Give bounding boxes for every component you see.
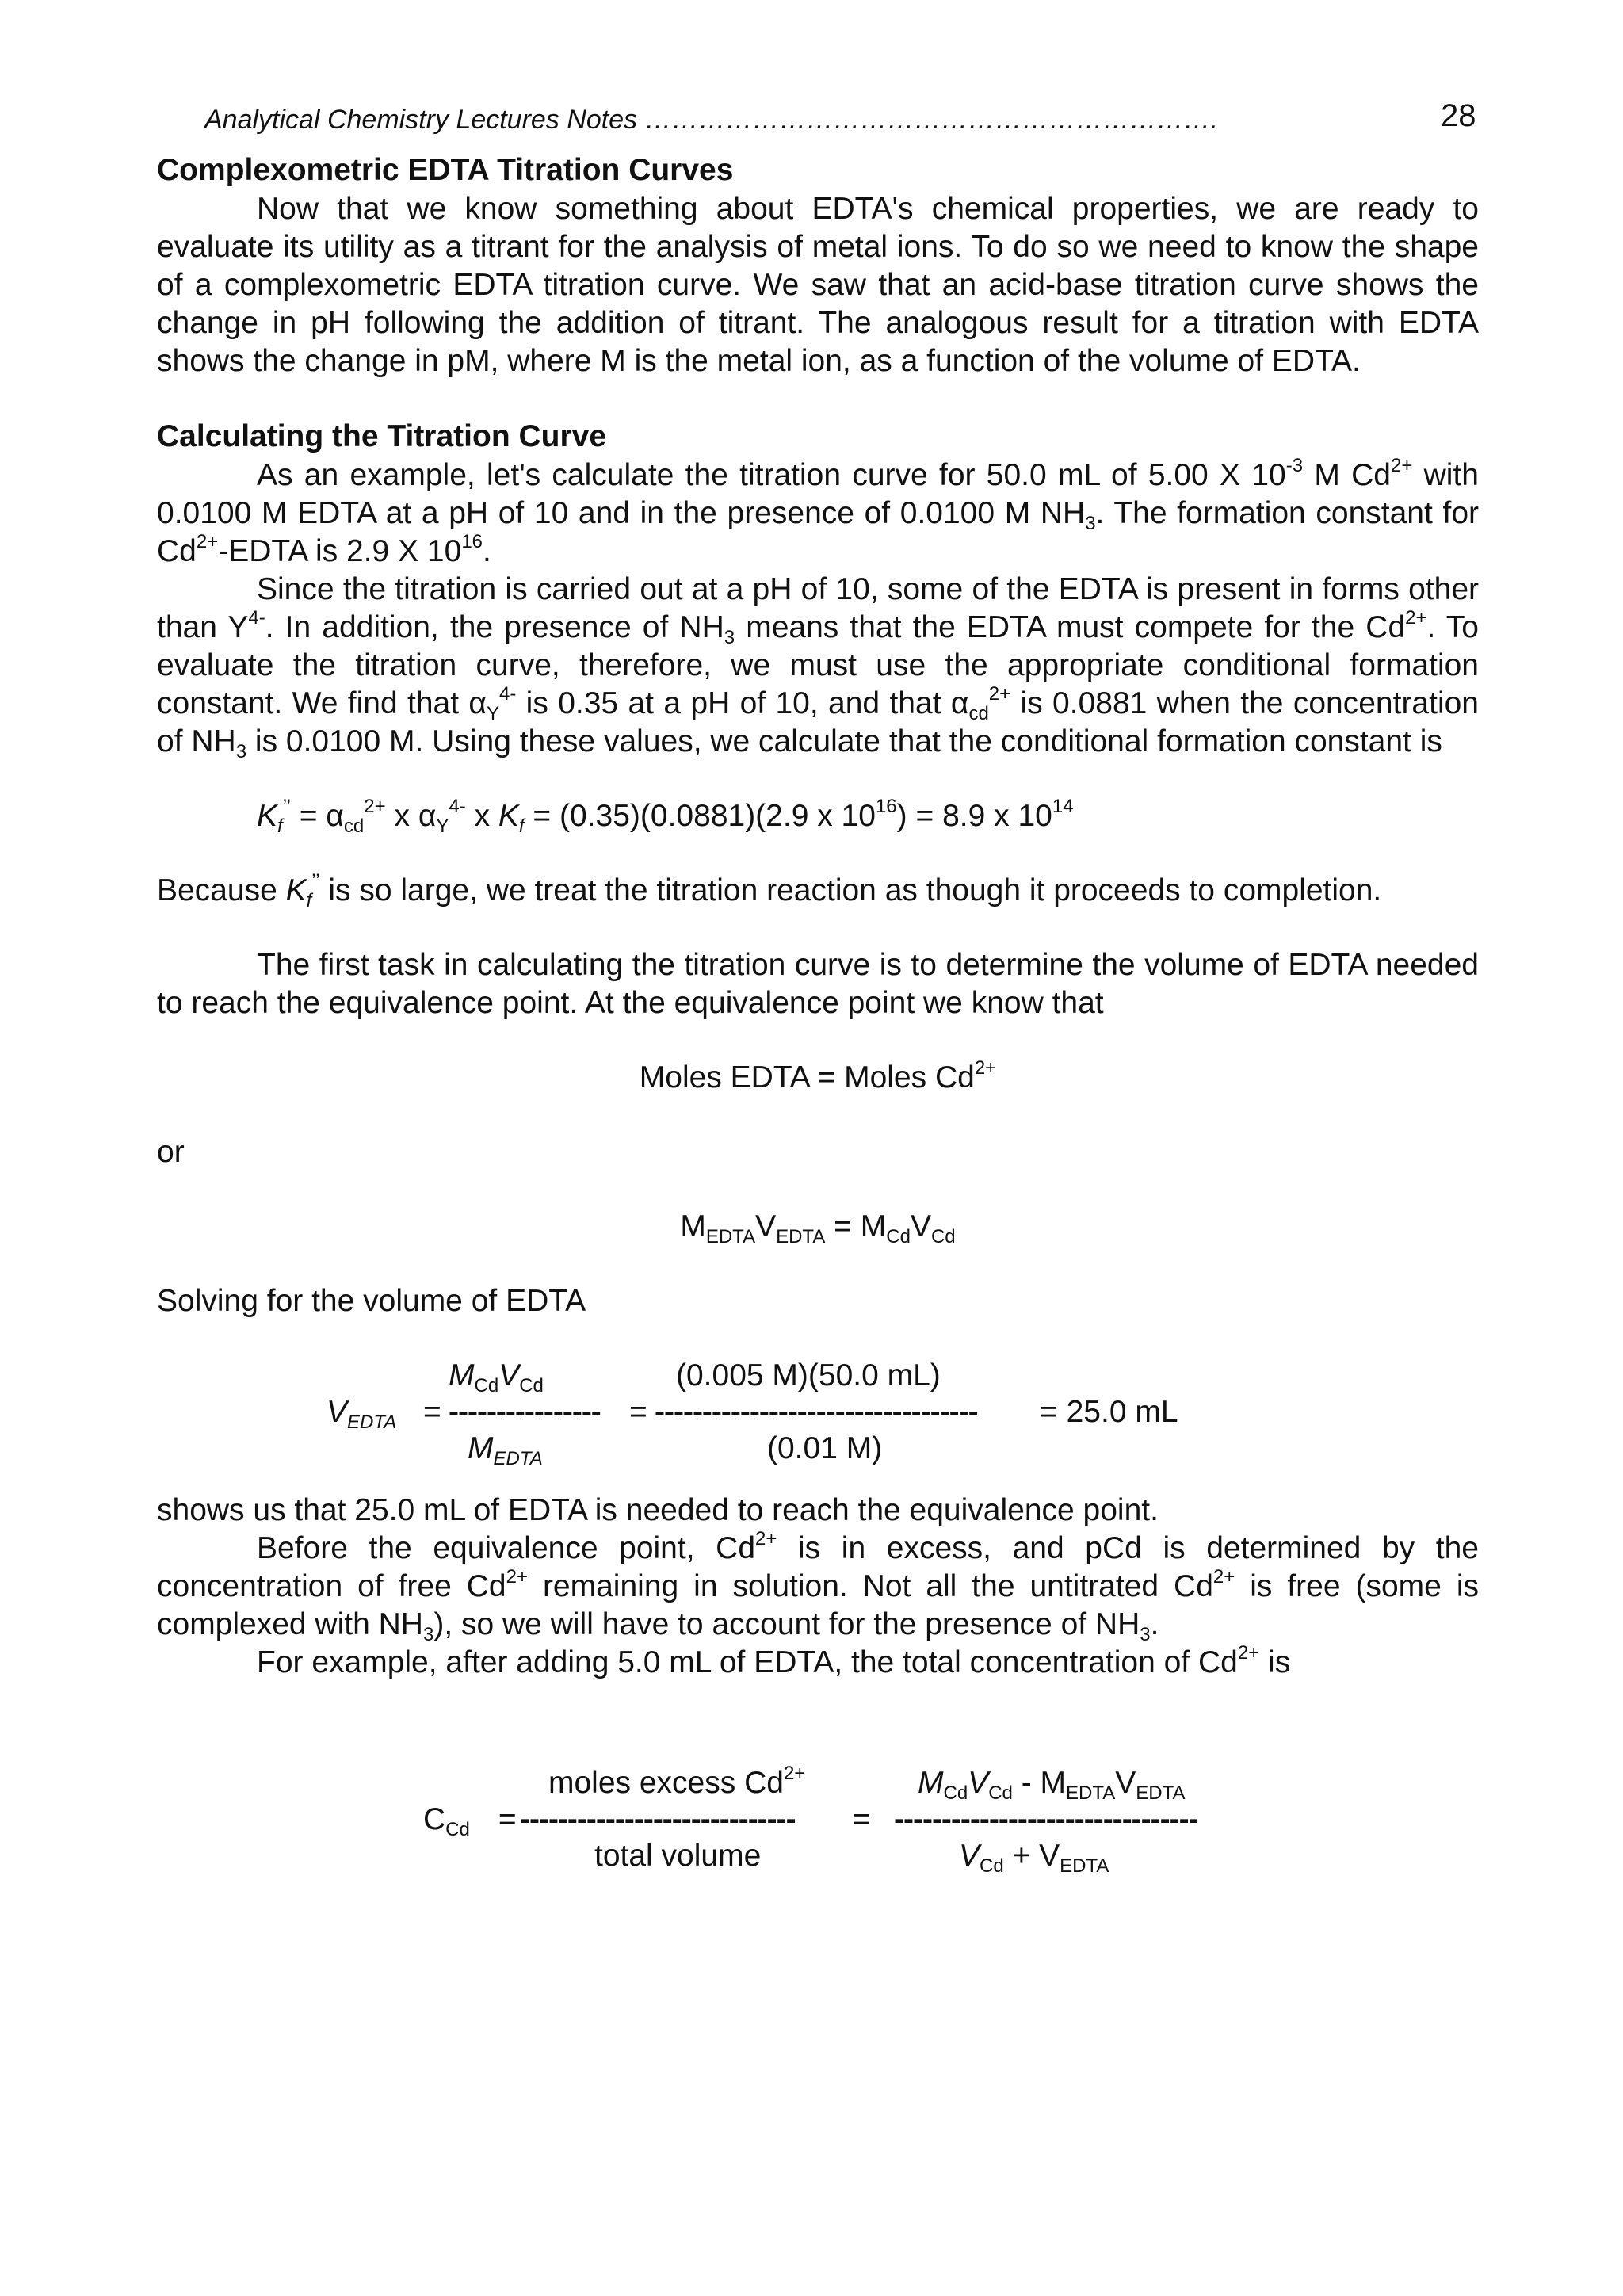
running-title: Analytical Chemistry Lectures Notes ………………………………………………………. [204,105,1218,135]
frac1-eq2: = [629,1395,647,1429]
equivalence-result-text: shows us that 25.0 mL of EDTA is needed to reach the equivalence point. [157,1493,1159,1527]
frac1-eq: = [423,1395,441,1429]
before-equivalence-paragraph: Before the equivalence point, $Cd^{2+}$ is in excess, and pCd is determined by the concentration of free $Cd^{2+}$ remaining in solution. Not all the untitrated $Cd^{2+}$ is free (some is complexed with $NH_3$), so we will have to account for the presence of $NH_3$. [157,1528,1479,1645]
frac2-den2: $V_{Cd} + V_{EDTA}$ [959,1839,1109,1877]
ccd-fraction [157,1764,1479,1875]
vedta-fraction [157,1357,1479,1468]
frac1-bar2: ---------------------------------- [655,1395,978,1429]
frac2-eq2: = [853,1802,871,1836]
frac1-num2: (0.005 M)(50.0 mL) [676,1358,941,1392]
frac1-bar1: ---------------- [449,1395,601,1429]
frac2-bar1: ----------------------------- [520,1802,796,1836]
frac2-num1: moles excess $Cd^{2+}$ [548,1763,806,1800]
frac2-lhs: $C_{Cd}$ [423,1802,470,1840]
frac1-lhs: $V_{EDTA}$ [327,1395,397,1433]
frac1-den2: (0.01 M) [767,1431,883,1465]
section-heading-calculating: Calculating the Titration Curve [157,419,607,453]
frac2-eq: = [490,1802,525,1836]
example-paragraph: As an example, let's calculate the titration curve for 50.0 mL of 5.00 X $10^{-3}$ M $Cd^{2+}$ with 0.0100 M EDTA at a pH of 10 and in the presence of 0.0100 M $NH_3$. The formation constant for $Cd^{2+}$-EDTA is 2.9 X $10^{16}$. [157,455,1479,568]
page-body [157,151,1479,1875]
example-5ml-paragraph: For example, after adding 5.0 mL of EDTA, the total concentration of $Cd^{2+}$ is [257,1642,1291,1679]
page-number: 28 [1441,98,1476,133]
conditional-constant-paragraph: Since the titration is carried out at a pH of 10, some of the EDTA is present in forms other than $Y^{4-}$. In addition, the presence of $NH_3$ means that the EDTA must compete for the $Cd^{2+}$. To evaluate the titration curve, therefore, we must use the appropriate conditional formation constant. We find that $\alpha_Y^{4-}$ is 0.35 at a pH of 10, and that $\alpha_{cd}^{2+}$ is 0.0881 when the concentration of $NH_3$ is 0.0100 M. Using these values, we calculate that the conditional formation constant is [157,572,1479,762]
moles-equation: Moles EDTA = Moles $Cd^{2+}$ [639,1057,997,1095]
section-heading-titration-curves: Complexometric EDTA Titration Curves [157,153,734,187]
frac1-result: = 25.0 mL [1040,1395,1178,1429]
frac2-den1: total volume [594,1839,762,1873]
solving-text: Solving for the volume of EDTA [157,1284,586,1318]
page-header [204,98,1476,144]
frac2-bar2: -------------------------------- [894,1802,1198,1836]
or-text: or [157,1135,185,1169]
because-paragraph: Because $K_f^{’’}$ is so large, we treat the titration reaction as though it proceeds to completion. [157,870,1382,911]
frac1-den1: $M_{EDTA}$ [468,1431,543,1469]
mv-equation: $M_{EDTA}V_{EDTA} = M_{Cd}V_{Cd}$ [680,1209,956,1247]
conditional-constant-equation: $K_f^{’’} = \alpha_{cd}^{2+}$ x $\alpha_Y^{4-}$ x $K_f = (0.35)(0.0881)(2.9$ x $10^{16}) = 8.9$ x $10^{14}$ [257,796,1074,837]
frac1-num1: $M_{Cd}V_{Cd}$ [449,1358,544,1396]
intro-paragraph: Now that we know something about EDTA's chemical properties, we are ready to evaluate its utility as a titrant for the analysis of metal ions. To do so we need to know the shape of a complexometric EDTA titration curve. We saw that an acid-base titration curve shows the change in pH following the addition of titrant. The analogous result for a titration with EDTA shows the change in pM, where M is the metal ion, as a function of the volume of EDTA. [157,192,1479,378]
equivalence-paragraph: The first task in calculating the titration curve is to determine the volume of EDTA needed to reach the equivalence point. At the equivalence point we know that [157,948,1479,1020]
frac2-num2: $M_{Cd}V_{Cd} - M_{EDTA}V_{EDTA}$ [918,1766,1186,1804]
